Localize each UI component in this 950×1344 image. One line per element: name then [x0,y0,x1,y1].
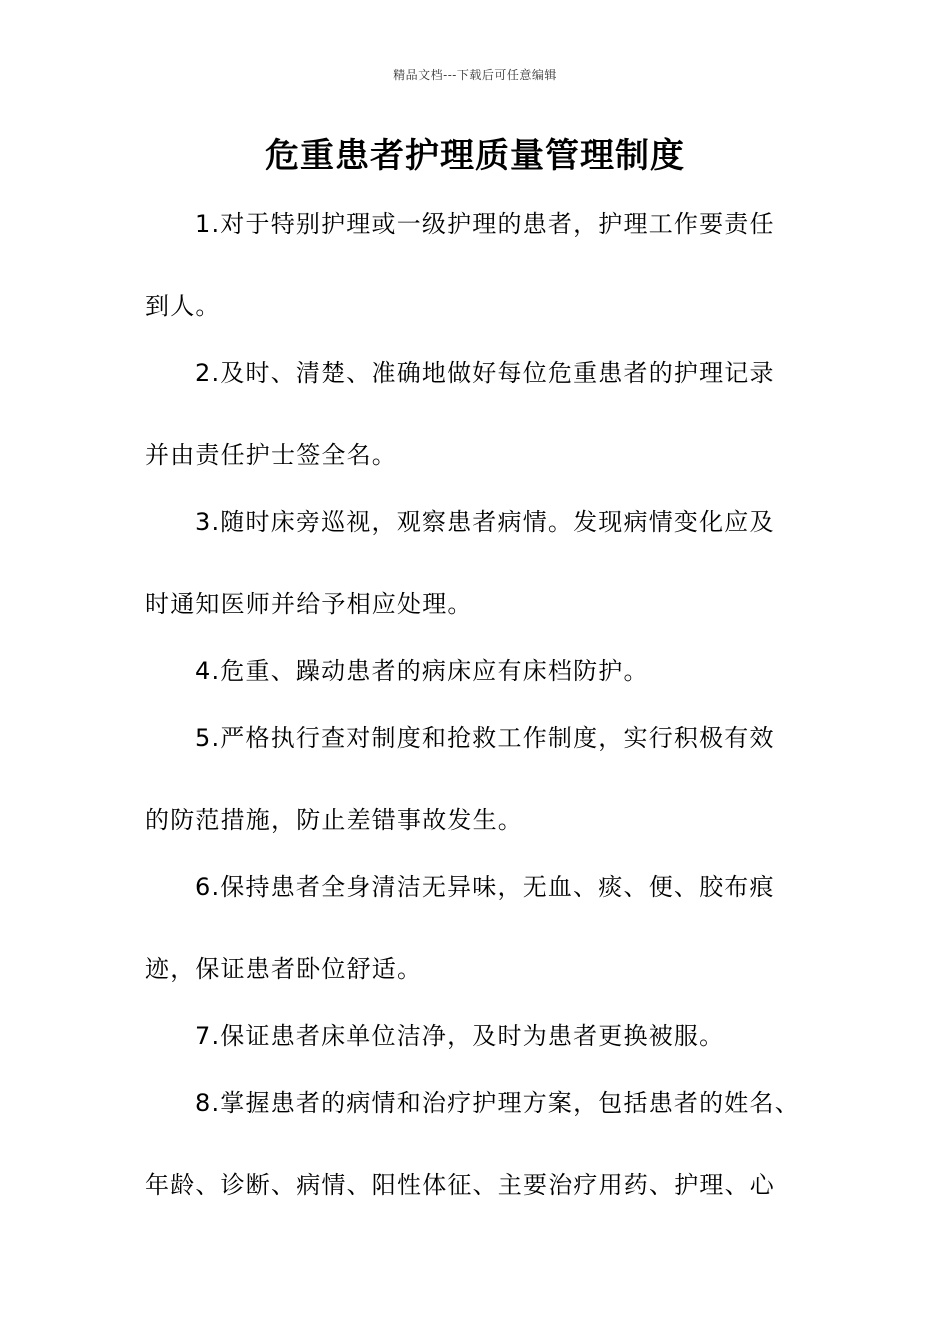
paragraph-line: 6.保持患者全身清洁无异味，无血、痰、便、胶布痕 [195,873,775,901]
page-header: 精品文档---下载后可任意编辑 [393,68,557,82]
paragraph-line: 到人。 [145,292,221,320]
paragraph-line: 的防范措施，防止差错事故发生。 [145,806,523,834]
paragraph-line: 8.掌握患者的病情和治疗护理方案，包括患者的姓名、 [195,1089,800,1117]
document-title: 危重患者护理质量管理制度 [265,136,685,176]
paragraph-line: 年龄、诊断、病情、阳性体征、主要治疗用药、护理、心 [145,1171,775,1199]
paragraph-line: 5.严格执行查对制度和抢救工作制度，实行积极有效 [195,724,775,752]
paragraph-line: 7.保证患者床单位洁净，及时为患者更换被服。 [195,1022,725,1050]
paragraph-line: 4.危重、躁动患者的病床应有床档防护。 [195,657,649,685]
paragraph-line: 1.对于特别护理或一级护理的患者，护理工作要责任 [195,210,775,238]
paragraph-line: 2.及时、清楚、准确地做好每位危重患者的护理记录 [195,359,775,387]
paragraph-line: 3.随时床旁巡视，观察患者病情。发现病情变化应及 [195,508,775,536]
paragraph-line: 时通知医师并给予相应处理。 [145,590,473,618]
paragraph-line: 迹，保证患者卧位舒适。 [145,955,423,983]
paragraph-line: 并由责任护士签全名。 [145,441,397,469]
